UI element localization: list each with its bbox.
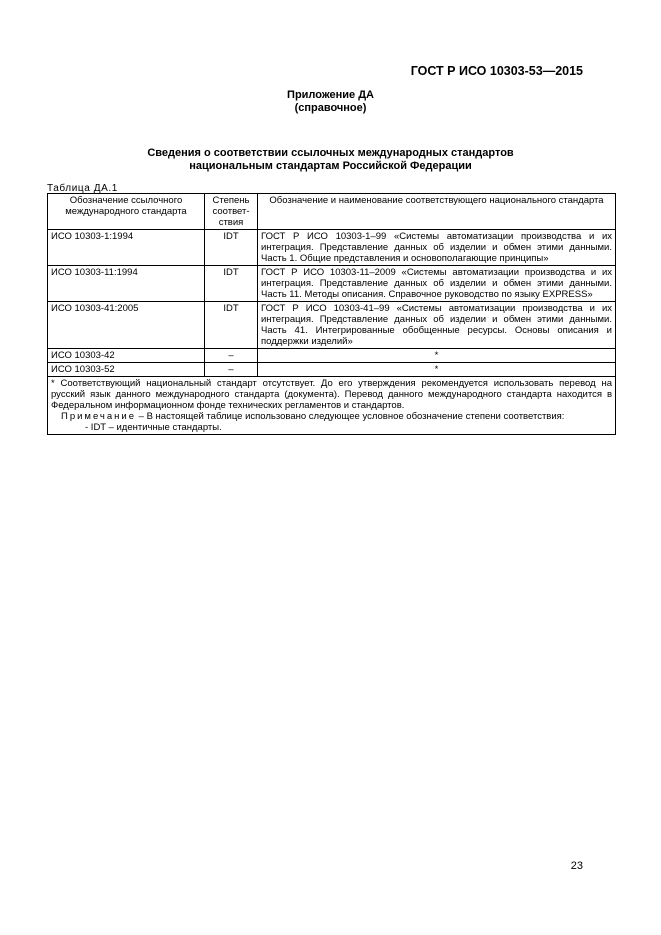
table-footnote: * Соответствующий национальный стандарт отсутствует. До его утверждения рекомендуется использовать перевод на русский язык данного международного стандарта (документа). Перевод данного международного стандарта находится в Федеральном информационном фонде технических регламентов и стандартов.: [51, 378, 612, 411]
table-note: [51, 411, 612, 422]
header-national-standard: Обозначение и наименование соответствующего национального стандарта: [258, 194, 616, 230]
appendix-heading: [0, 89, 661, 115]
cell-national: *: [258, 363, 616, 377]
header-intl-standard: Обозначение ссылочного международного стандарта: [48, 194, 205, 230]
note-item: - IDT – идентичные стандарты.: [85, 422, 222, 433]
cell-intl: ИСО 10303-52: [48, 363, 205, 377]
table-label: Таблица ДА.1: [47, 183, 118, 194]
section-title: [0, 147, 661, 173]
section-title-line-2: национальным стандартам Российской Федерации: [189, 160, 472, 172]
header-degree: Степень соответ-ствия: [205, 194, 258, 230]
table-row: [48, 302, 616, 349]
cell-degree: –: [205, 363, 258, 377]
table-header-row: [48, 194, 616, 230]
cell-national: ГОСТ Р ИСО 10303-41–99 «Системы автоматизации производства и их интеграция. Представление данных об изделии и обмен этими данными. Часть 41. Интегрированные обобщенные ресурсы. Основы описания и поддержки изделий»: [258, 302, 616, 349]
table-row: [48, 230, 616, 266]
cell-degree: IDT: [205, 230, 258, 266]
table-row: [48, 349, 616, 363]
cell-national: *: [258, 349, 616, 363]
document-code: ГОСТ Р ИСО 10303-53—2015: [410, 64, 583, 78]
cell-degree: IDT: [205, 266, 258, 302]
cell-intl: ИСО 10303-11:1994: [48, 266, 205, 302]
cell-intl: ИСО 10303-1:1994: [48, 230, 205, 266]
cell-national: ГОСТ Р ИСО 10303-11–2009 «Системы автоматизации производства и их интеграция. Представление данных об изделии и обмен этими данными. Часть 11. Методы описания. Справочное руководство по языку EXPRESS»: [258, 266, 616, 302]
section-title-line-1: Сведения о соответствии ссылочных международных стандартов: [147, 147, 514, 159]
cell-intl: ИСО 10303-42: [48, 349, 205, 363]
table-row: [48, 363, 616, 377]
appendix-subtitle: (справочное): [294, 102, 367, 114]
table-footnote-cell: [48, 377, 616, 435]
note-text: – В настоящей таблице использовано следующее условное обозначение степени соответствия:: [138, 411, 565, 422]
table-footer-row: [48, 377, 616, 435]
page-number: 23: [570, 860, 583, 872]
cell-intl: ИСО 10303-41:2005: [48, 302, 205, 349]
note-label: Примечание: [61, 411, 136, 422]
table-row: [48, 266, 616, 302]
correspondence-table: [47, 193, 616, 435]
cell-degree: IDT: [205, 302, 258, 349]
appendix-title: Приложение ДА: [287, 89, 374, 101]
cell-national: ГОСТ Р ИСО 10303-1–99 «Системы автоматизации производства и их интеграция. Представление данных об изделии и обмен этими данными. Часть 1. Общие представления и основополагающие принципы»: [258, 230, 616, 266]
cell-degree: –: [205, 349, 258, 363]
